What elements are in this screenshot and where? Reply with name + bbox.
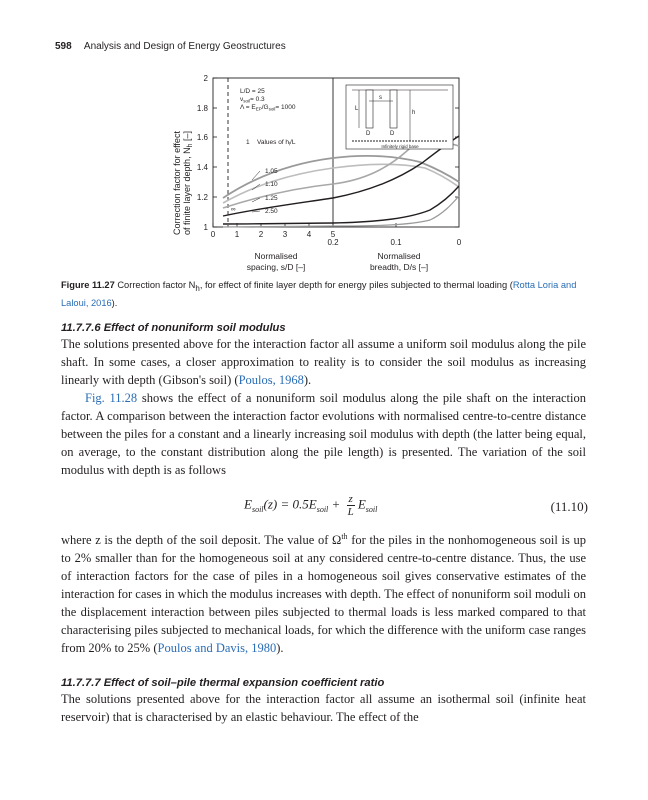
svg-text:s: s [379, 95, 382, 101]
svg-text:Normalised: Normalised [254, 251, 298, 261]
curve-infinity [223, 186, 459, 224]
svg-text:1: 1 [234, 230, 240, 239]
curve-labels [231, 168, 278, 215]
svg-text:D: D [390, 131, 395, 137]
svg-text:L: L [355, 106, 359, 112]
y-axis-label-line2: of finite layer depth, $N_h$ [–] [182, 131, 194, 235]
x-tick-labels-spacing [211, 230, 336, 239]
svg-text:h: h [412, 110, 416, 116]
svg-text:1.2: 1.2 [196, 193, 208, 202]
values-label [246, 139, 296, 147]
svg-text:spacing, s/D [–]: spacing, s/D [–] [246, 262, 306, 272]
equation-number: (11.10) [550, 499, 588, 514]
section-heading-11-7-7-6: 11.7.7.6 Effect of nonuniform soil modulus [61, 322, 286, 334]
section-heading-11-7-7-7: 11.7.7.7 Effect of soil–pile thermal expansion coefficient ratio [61, 677, 385, 689]
citation-poulos-davis-1980[interactable]: Poulos and Davis, 1980 [157, 640, 277, 655]
paragraph-uniform-modulus: The solutions presented above for the interaction factor all assume a uniform soil modulus along the pile shaft. In some cases, a closer approximation to reality is to consider the soil modulus as increasing linearly with depth (Gibson's soil) (Poulos, 1968). [61, 337, 586, 387]
inset-sketch [346, 85, 453, 149]
svg-text:Normalised: Normalised [377, 251, 421, 261]
svg-text:D: D [366, 131, 371, 137]
y-tick-labels [197, 74, 209, 232]
svg-text:breadth, D/s [–]: breadth, D/s [–] [369, 262, 429, 272]
citation-poulos-1968[interactable]: Poulos, 1968 [238, 372, 304, 387]
caption-citation-link[interactable]: Rotta Loria and Laloui, 2016 [61, 280, 577, 308]
curve-1-25 [223, 141, 459, 208]
svg-text:νsoil= 0.3: $\nu_{soil}= 0.3$ [240, 96, 265, 104]
svg-text:Values of hl/L: Values of $h_l/L$ [257, 139, 296, 147]
equation-11-10: $E_{soil}(z) = 0.5E_{soil}$ + $\frac{z}{L}$ $E_{soil}$ (11.10) [244, 493, 588, 518]
paragraph-nonhomogeneous: where z is the depth of the soil deposit. The value of $\Omega^{th}$ for the piles in the nonhomogeneous soil is up to 2% smaller than for the homogeneous soil at any considered centre-to-centre distance. Thus, the use of interaction factors for the case of piles in a homogeneous soil gives conservative estimates of the interaction for cases in which the modulus increases with depth. The effect of nonuniform soil moduli on the displacement interaction between piles subjected to thermal loads is less marked compared to that characterising piles subjected to mechanical loads, for which the difference with the uniform case ranges from 20% to 25% (Poulos and Davis, 1980). [61, 532, 586, 655]
y-axis-label-line1: Correction factor for effect [172, 131, 182, 235]
svg-text:0.1: 0.1 [390, 238, 402, 247]
parameter-box [240, 88, 296, 112]
caption-label: Figure 11.27 [61, 280, 115, 290]
curves [223, 136, 459, 227]
svg-text:2.50: 2.50 [265, 208, 278, 215]
svg-text:2: 2 [203, 74, 208, 83]
running-title: Analysis and Design of Energy Geostructures [83, 41, 286, 52]
svg-text:3: 3 [282, 230, 288, 239]
svg-text:1.6: 1.6 [196, 133, 208, 142]
svg-text:5: 5 [330, 230, 336, 239]
svg-text:1.25: 1.25 [265, 195, 278, 202]
svg-text:4: 4 [306, 230, 312, 239]
svg-text:Infinitely rigid base: Infinitely rigid base [381, 144, 419, 149]
svg-text:Λ = EEP/Gsoil= 1000: $\Lambda = E_{EP}/G_{soil}= 1000$ [240, 104, 296, 112]
svg-text:0: 0 [456, 238, 462, 247]
y-axis-label [172, 131, 194, 235]
x-axis-label-breadth [370, 251, 428, 272]
figure-11-28-link[interactable]: Fig. 11.28 [85, 391, 138, 405]
page-number: 598 [55, 41, 72, 52]
x-axis-label-spacing [247, 251, 306, 272]
paragraph-fig-11-28: Fig. 11.28 shows the effect of a nonuniform soil modulus along the pile shaft on the interaction factor. A comparison between the interaction factor evolutions with normalised centre-to-centre distance between the piles for a constant and a linearly increasing soil modulus with depth (the latter being equal, on average, to the constant distribution along the pile length) is presented. The variation of the soil modulus with depth is as follows [61, 391, 586, 477]
svg-text:0.2: 0.2 [327, 238, 339, 247]
svg-text:0: 0 [210, 230, 216, 239]
svg-text:1: 1 [203, 223, 208, 232]
svg-text:1.10: 1.10 [265, 181, 278, 188]
paragraph-thermal-expansion: The solutions presented above for the interaction factor all assume an isothermal soil (infinite heat reservoir) that is characterised by an elastic behaviour. The effect of the [61, 692, 586, 724]
svg-text:1: 1 [246, 139, 250, 146]
figure-caption: Figure 11.27 Correction factor $N_h$, for effect of finite layer depth for energy piles subjected to thermal loading (Rotta Loria and Laloui, 2016). [61, 280, 577, 308]
svg-text:1.05: 1.05 [265, 168, 278, 175]
figure-11-27 [160, 68, 480, 283]
running-header [55, 41, 286, 52]
x-tick-labels-breadth [327, 238, 461, 247]
svg-text:1.4: 1.4 [196, 163, 208, 172]
svg-text:∞: ∞ [231, 206, 236, 213]
label-leaders [252, 171, 260, 212]
svg-text:1.8: 1.8 [196, 104, 208, 113]
svg-text:L/D = 25: L/D = 25 [240, 88, 265, 95]
svg-text:2: 2 [258, 230, 264, 239]
